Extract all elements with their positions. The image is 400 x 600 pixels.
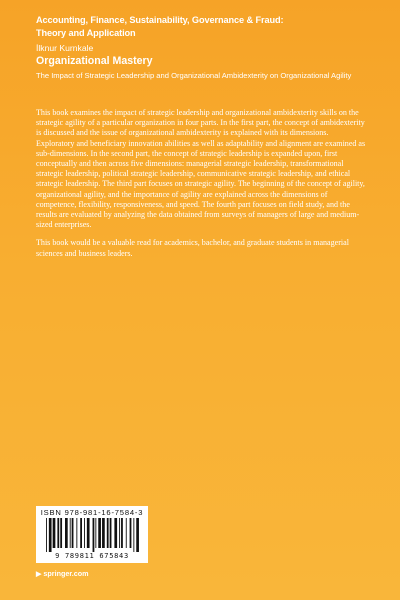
isbn-label: ISBN 978-981-16-7584-3 — [40, 508, 144, 517]
author-name: İlknur Kurnkale — [36, 43, 94, 53]
barcode-icon — [44, 518, 142, 552]
barcode-bar — [98, 518, 101, 548]
barcode-bar — [130, 518, 132, 548]
barcode-bar — [126, 518, 127, 548]
barcode-bar — [121, 518, 123, 548]
barcode-bar — [60, 518, 62, 548]
barcode-bar — [133, 518, 134, 552]
barcode-bar — [72, 518, 74, 548]
barcode-bar — [70, 518, 71, 548]
barcode-bar — [80, 518, 82, 548]
barcode-bar — [114, 518, 117, 548]
barcode-bar — [87, 518, 90, 548]
book-title: Organizational Mastery — [36, 55, 153, 67]
triangle-right-icon: ▶ — [36, 571, 42, 578]
series-title — [36, 14, 366, 40]
barcode-bar — [57, 518, 59, 548]
series-title-line-2: Theory and Application — [36, 28, 136, 38]
barcode-bar — [102, 518, 105, 548]
barcode-bar — [49, 518, 52, 552]
barcode-bar — [65, 518, 68, 548]
series-title-line-1: Accounting, Finance, Sustainability, Governance & Fraud: — [36, 15, 284, 25]
barcode-bar — [136, 518, 139, 552]
barcode-bar — [53, 518, 56, 548]
publisher-link[interactable] — [36, 569, 89, 578]
barcode-bar — [95, 518, 96, 548]
description-paragraph-2: This book would be a valuable read for academics, bachelor, and graduate students in managerial sciences and business leaders. — [36, 238, 349, 258]
barcode-bar — [107, 518, 109, 548]
book-subtitle: The Impact of Strategic Leadership and Organizational Ambidexterity on Organizational Agility — [36, 71, 352, 80]
description-paragraph-1: This book examines the impact of strategic leadership and organizational ambidexterity skills on the strategic agility of a particular organization in four parts. In the first part, the concept of ambidexterity is discussed and the issue of organizational ambidexterity is explained with its dimensions. Exploratory and beneficiary innovation abilities as well as adaptability and alignment are examined as sub-dimensions. In the second part, the concept of strategic leadership is expanded upon, first conceptually and then across five dimensions: managerial strategic leadership, transformational strategic leadership, political strategic leadership, communicative strategic leadership, and ethical strategic leadership. The third part focuses on strategic agility. The beginning of the concept of agility, organizational agility, and the importance of agility are explained across the dimensions of competence, flexibility, responsiveness, and speed. The fourth part focuses on field study, and the results are evaluated by analyzing the data obtained from surveys of managers of large and medium-sized enterprises. — [36, 108, 366, 230]
barcode-bar — [110, 518, 112, 548]
barcode-bar — [93, 518, 95, 552]
publisher-url: springer.com — [43, 569, 89, 578]
book-description — [36, 108, 367, 267]
barcode-bar — [46, 518, 47, 552]
barcode-bar — [84, 518, 85, 548]
barcode-bar — [76, 518, 77, 548]
isbn-barcode — [36, 506, 148, 563]
barcode-bar — [119, 518, 120, 548]
barcode-digits: 9 789811 675843 — [55, 552, 129, 560]
